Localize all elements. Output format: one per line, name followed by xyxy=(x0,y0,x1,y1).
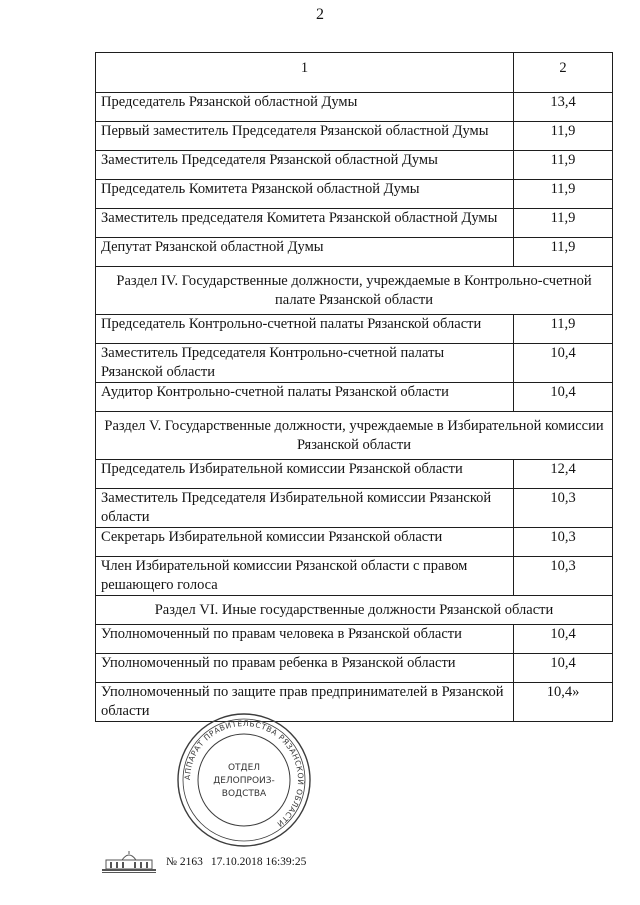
position-name: Уполномоченный по защите прав предпринимателей в Рязанской области xyxy=(96,683,514,722)
position-name: Председатель Комитета Рязанской областной Думы xyxy=(96,180,514,209)
table-row xyxy=(96,151,613,180)
section-title: Раздел V. Государственные должности, учреждаемые в Избирательной комиссии Рязанской области xyxy=(96,412,613,460)
coefficient-value: 11,9 xyxy=(514,238,613,267)
coefficient-value: 11,9 xyxy=(514,122,613,151)
coefficient-value: 10,4 xyxy=(514,383,613,412)
department-stamp xyxy=(176,712,312,848)
document-footer xyxy=(100,849,306,875)
position-name: Председатель Рязанской областной Думы xyxy=(96,93,514,122)
document-timestamp: 17.10.2018 16:39:25 xyxy=(210,856,307,868)
coefficient-value: 10,3 xyxy=(514,528,613,557)
position-name: Заместитель председателя Комитета Рязанской областной Думы xyxy=(96,209,514,238)
coefficient-value: 11,9 xyxy=(514,315,613,344)
table-row xyxy=(96,460,613,489)
coefficient-value: 10,3 xyxy=(514,557,613,596)
stamp-line-1: ОТДЕЛ xyxy=(227,763,261,773)
position-name: Уполномоченный по правам человека в Рязанской области xyxy=(96,625,514,654)
section-header-row xyxy=(96,596,613,625)
coefficient-value: 10,4 xyxy=(514,625,613,654)
coefficient-value: 10,4 xyxy=(514,344,613,383)
positions-table xyxy=(95,52,613,722)
page-number: 2 xyxy=(316,6,324,23)
position-name: Председатель Контрольно-счетной палаты Рязанской области xyxy=(96,315,514,344)
building-logo-icon xyxy=(100,849,158,875)
table-row xyxy=(96,344,613,383)
document-number: № 2163 xyxy=(166,856,203,868)
table-header-row xyxy=(96,53,613,93)
position-name: Первый заместитель Председателя Рязанской областной Думы xyxy=(96,122,514,151)
positions-table-body xyxy=(96,53,613,722)
coefficient-value: 10,4» xyxy=(514,683,613,722)
section-header-row xyxy=(96,267,613,315)
position-name: Секретарь Избирательной комиссии Рязанской области xyxy=(96,528,514,557)
position-name: Член Избирательной комиссии Рязанской области с правом решающего голоса xyxy=(96,557,514,596)
table-row xyxy=(96,528,613,557)
position-name: Заместитель Председателя Контрольно-счетной палаты Рязанской области xyxy=(96,344,514,383)
svg-text:АППАРАТ ПРАВИТЕЛЬСТВА РЯЗАНСКО xyxy=(183,719,305,829)
table-row xyxy=(96,238,613,267)
section-title: Раздел VI. Иные государственные должности Рязанской области xyxy=(96,596,613,625)
column-header-coefficient: 2 xyxy=(514,53,613,93)
position-name: Председатель Избирательной комиссии Рязанской области xyxy=(96,460,514,489)
section-title: Раздел IV. Государственные должности, учреждаемые в Контрольно-счетной палате Рязанской области xyxy=(96,267,613,315)
coefficient-value: 11,9 xyxy=(514,151,613,180)
table-row xyxy=(96,654,613,683)
column-header-position: 1 xyxy=(96,53,514,93)
table-row xyxy=(96,315,613,344)
coefficient-value: 11,9 xyxy=(514,180,613,209)
coefficient-value: 10,4 xyxy=(514,654,613,683)
table-row xyxy=(96,683,613,722)
position-name: Заместитель Председателя Избирательной комиссии Рязанской области xyxy=(96,489,514,528)
table-row xyxy=(96,625,613,654)
position-name: Депутат Рязанской областной Думы xyxy=(96,238,514,267)
coefficient-value: 11,9 xyxy=(514,209,613,238)
coefficient-value: 10,3 xyxy=(514,489,613,528)
table-row xyxy=(96,209,613,238)
coefficient-value: 13,4 xyxy=(514,93,613,122)
position-name: Аудитор Контрольно-счетной палаты Рязанской области xyxy=(96,383,514,412)
position-name: Уполномоченный по правам ребенка в Рязанской области xyxy=(96,654,514,683)
stamp-ring-text: АППАРАТ ПРАВИТЕЛЬСТВА РЯЗАНСКОЙ ОБЛАСТИ xyxy=(182,718,306,829)
section-header-row xyxy=(96,412,613,460)
stamp-line-3: ВОДСТВА xyxy=(221,789,267,799)
table-row xyxy=(96,180,613,209)
table-row xyxy=(96,489,613,528)
table-row xyxy=(96,557,613,596)
stamp-line-2: ДЕЛОПРОИЗ- xyxy=(213,776,275,786)
table-row xyxy=(96,93,613,122)
position-name: Заместитель Председателя Рязанской областной Думы xyxy=(96,151,514,180)
coefficient-value: 12,4 xyxy=(514,460,613,489)
table-row xyxy=(96,122,613,151)
table-row xyxy=(96,383,613,412)
